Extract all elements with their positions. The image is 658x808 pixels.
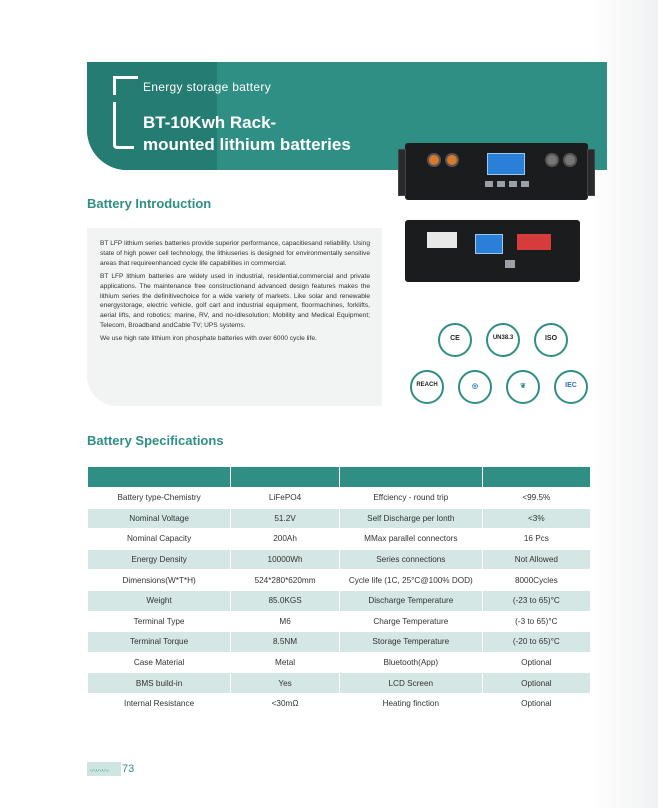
spec-label-cell: BMS build-in — [88, 673, 230, 693]
banner-title-line2: mounted lithium batteries — [143, 135, 351, 154]
lcd-screen — [487, 153, 525, 175]
spec-value-cell: <30mΩ — [231, 694, 339, 714]
spec-label-cell: Effciency - round trip — [340, 488, 482, 508]
table-row — [88, 488, 590, 508]
table-row — [88, 529, 590, 549]
spec-value-cell: Optional — [483, 673, 590, 693]
spec-label-cell: Dimensions(W*T*H) — [88, 570, 230, 590]
table-row — [88, 509, 590, 529]
banner-title-line1: BT-10Kwh Rack- — [143, 113, 277, 132]
table-row — [88, 612, 590, 632]
iec-icon: IEC — [554, 370, 588, 404]
spec-value-cell: 16 Pcs — [483, 529, 590, 549]
spec-label-cell: LCD Screen — [340, 673, 482, 693]
switch-knob — [563, 153, 577, 167]
switch-knob — [545, 153, 559, 167]
spec-label-cell: Internal Resistance — [88, 694, 230, 714]
spec-label-cell: Nominal Capacity — [88, 529, 230, 549]
spec-table-body — [88, 488, 590, 714]
spec-label-cell: Discharge Temperature — [340, 591, 482, 611]
table-row — [88, 673, 590, 693]
spec-label-cell: Heating finction — [340, 694, 482, 714]
spec-table-header — [88, 467, 590, 487]
terminal-knob — [427, 153, 441, 167]
spec-label-cell: Series connections — [340, 550, 482, 570]
banner-logo-mark-lower — [113, 102, 134, 149]
spec-value-cell: (-3 to 65)°C — [483, 612, 590, 632]
table-row — [88, 694, 590, 714]
ce-mark-icon: CE — [438, 323, 472, 357]
table-row — [88, 570, 590, 590]
spec-value-cell: 10000Wh — [231, 550, 339, 570]
spec-value-cell: (-20 to 65)°C — [483, 632, 590, 652]
intro-paragraph: We use high rate lithium iron phosphate batteries with over 6000 cycle life. — [100, 335, 317, 343]
white-terminal — [427, 232, 457, 248]
spec-value-cell: 524*280*620mm — [231, 570, 339, 590]
spec-value-cell: <99.5% — [483, 488, 590, 508]
spec-value-cell: Optional — [483, 694, 590, 714]
spec-value-cell: 51.2V — [231, 509, 339, 529]
table-row — [88, 550, 590, 570]
spec-label-cell: Energy Density — [88, 550, 230, 570]
intro-heading: Battery Introduction — [87, 196, 212, 211]
red-terminal — [517, 234, 551, 250]
spec-label-cell: Weight — [88, 591, 230, 611]
spec-label-cell: Storage Temperature — [340, 632, 482, 652]
iso-icon: ISO — [534, 323, 568, 357]
battery-side-image — [405, 220, 580, 282]
reach-icon: REACH — [410, 370, 444, 404]
spec-label-cell: Battery type-Chemistry — [88, 488, 230, 508]
rack-ear-right — [587, 149, 595, 196]
table-row — [88, 591, 590, 611]
spec-value-cell: 8.5NM — [231, 632, 339, 652]
table-row — [88, 653, 590, 673]
spec-value-cell: Not Allowed — [483, 550, 590, 570]
port — [497, 181, 505, 187]
spec-value-cell: (-23 to 65)°C — [483, 591, 590, 611]
spec-table — [87, 466, 591, 715]
rohs-icon: ❦ — [506, 370, 540, 404]
specs-heading: Battery Specifications — [87, 433, 224, 448]
eurofins-icon: ◎ — [458, 370, 492, 404]
spec-label-cell: Nominal Voltage — [88, 509, 230, 529]
port — [505, 260, 515, 268]
banner-subtitle: Energy storage battery — [143, 80, 272, 94]
spec-value-cell: Yes — [231, 673, 339, 693]
intro-paragraph: BT LFP lithium batteries are widely used in industrial, residential,commercial and private applications. The maintenance free constructionand advanced design features makes the lithium series the definitivechoice for a wide variety of markets. Like solar and renewable energystorage, electric vehicle, golf cart and industrial equipment, floormachines, forklifts, aerial lifts, and robotics; marine, RV, and no-idlesolution; Mobility and Medical Equipment; Telecom, Broadband andCable TV; UPS systems. — [100, 272, 370, 330]
spec-value-cell: Metal — [231, 653, 339, 673]
port — [521, 181, 529, 187]
spec-label-cell: MMax parallel connectors — [340, 529, 482, 549]
banner-title — [143, 112, 351, 156]
spec-label-cell: Charge Temperature — [340, 612, 482, 632]
un383-icon: UN38.3 — [486, 323, 520, 357]
terminal-knob — [445, 153, 459, 167]
spec-value-cell: 8000Cycles — [483, 570, 590, 590]
intro-text — [100, 239, 370, 347]
spec-label-cell: Self Discharge per lonth — [340, 509, 482, 529]
intro-paragraph: BT LFP lithium series batteries provide superior performance, capacitiesand reliability. Using state of high power cell technology, the lithiuseries is designed for environmentally sensitive areas that requireenhanced cycle life capabilities in commercial. — [100, 240, 370, 267]
spec-value-cell: 85.0KGS — [231, 591, 339, 611]
port — [509, 181, 517, 187]
rack-ear-left — [398, 149, 406, 196]
spec-label-cell: Cycle life (1C, 25°C@100% DOD) — [340, 570, 482, 590]
spec-label-cell: Bluetooth(App) — [340, 653, 482, 673]
spec-label-cell: Terminal Torque — [88, 632, 230, 652]
spec-value-cell: M6 — [231, 612, 339, 632]
spec-value-cell: 200Ah — [231, 529, 339, 549]
table-row — [88, 632, 590, 652]
spec-value-cell: <3% — [483, 509, 590, 529]
spec-label-cell: Case Material — [88, 653, 230, 673]
port — [485, 181, 493, 187]
banner-logo-mark — [113, 76, 138, 95]
battery-front-image — [405, 143, 588, 200]
lcd-screen — [475, 234, 503, 254]
spec-value-cell: Optional — [483, 653, 590, 673]
page-number: 73 — [122, 763, 135, 775]
spec-label-cell: Terminal Type — [88, 612, 230, 632]
wave-icon: 〰〰〰 — [90, 768, 108, 775]
spec-value-cell: LiFePO4 — [231, 488, 339, 508]
